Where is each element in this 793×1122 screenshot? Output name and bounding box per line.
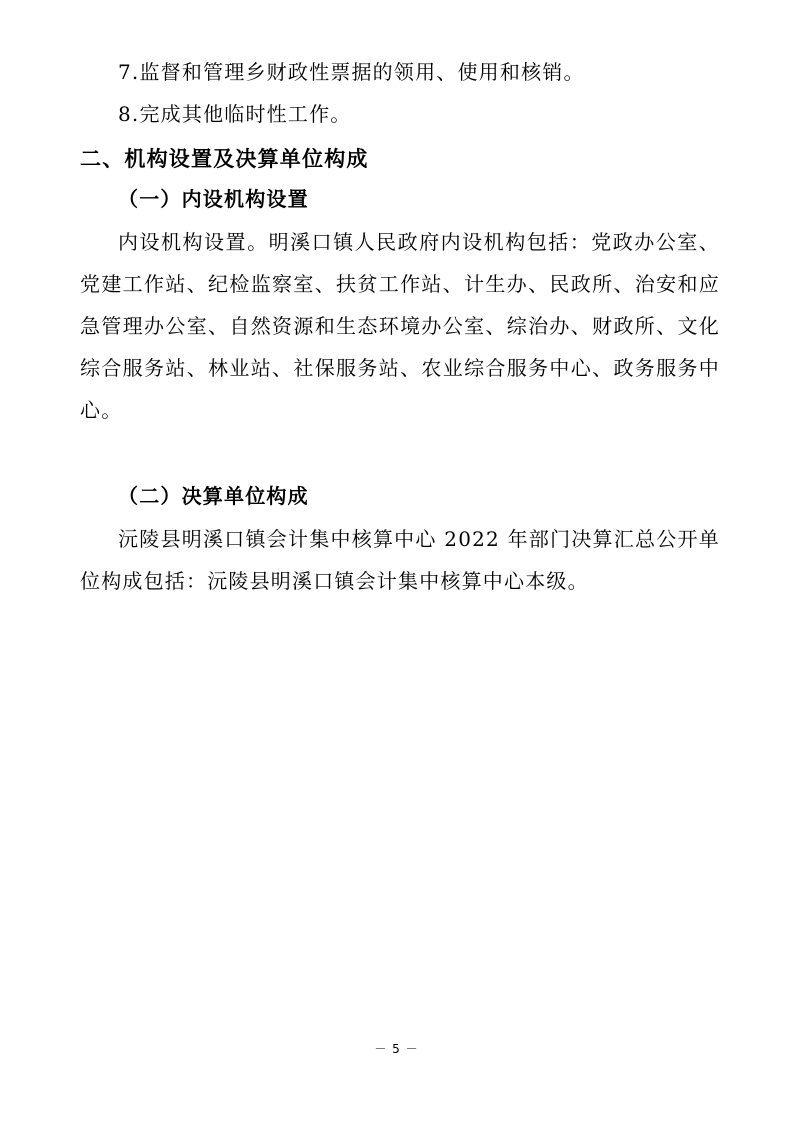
subsection-heading-internal-structure: （一）内设机构设置: [118, 187, 309, 211]
paragraph-line: 综合服务站、林业站、社保服务站、农业综合服务中心、政务服务中: [80, 356, 720, 380]
page-number: － 5 －: [374, 1042, 419, 1056]
paragraph-line: 沅陵县明溪口镇会计集中核算中心 2022 年部门决算汇总公开单: [118, 527, 720, 551]
paragraph-line: 急管理办公室、自然资源和生态环境办公室、综治办、财政所、文化: [80, 314, 720, 338]
paragraph-line: 内设机构设置。明溪口镇人民政府内设机构包括：党政办公室、: [118, 230, 720, 254]
paragraph-line: 位构成包括：沅陵县明溪口镇会计集中核算中心本级。: [80, 569, 589, 593]
duty-item-8: 8.完成其他临时性工作。: [118, 102, 352, 126]
paragraph-line: 心。: [80, 398, 123, 422]
paragraph-line: 党建工作站、纪检监察室、扶贫工作站、计生办、民政所、治安和应: [80, 272, 720, 296]
duty-item-7: 7.监督和管理乡财政性票据的领用、使用和核销。: [118, 60, 585, 84]
section-heading: 二、机构设置及决算单位构成: [80, 147, 369, 171]
subsection-heading-final-accounts-units: （二）决算单位构成: [118, 484, 309, 508]
